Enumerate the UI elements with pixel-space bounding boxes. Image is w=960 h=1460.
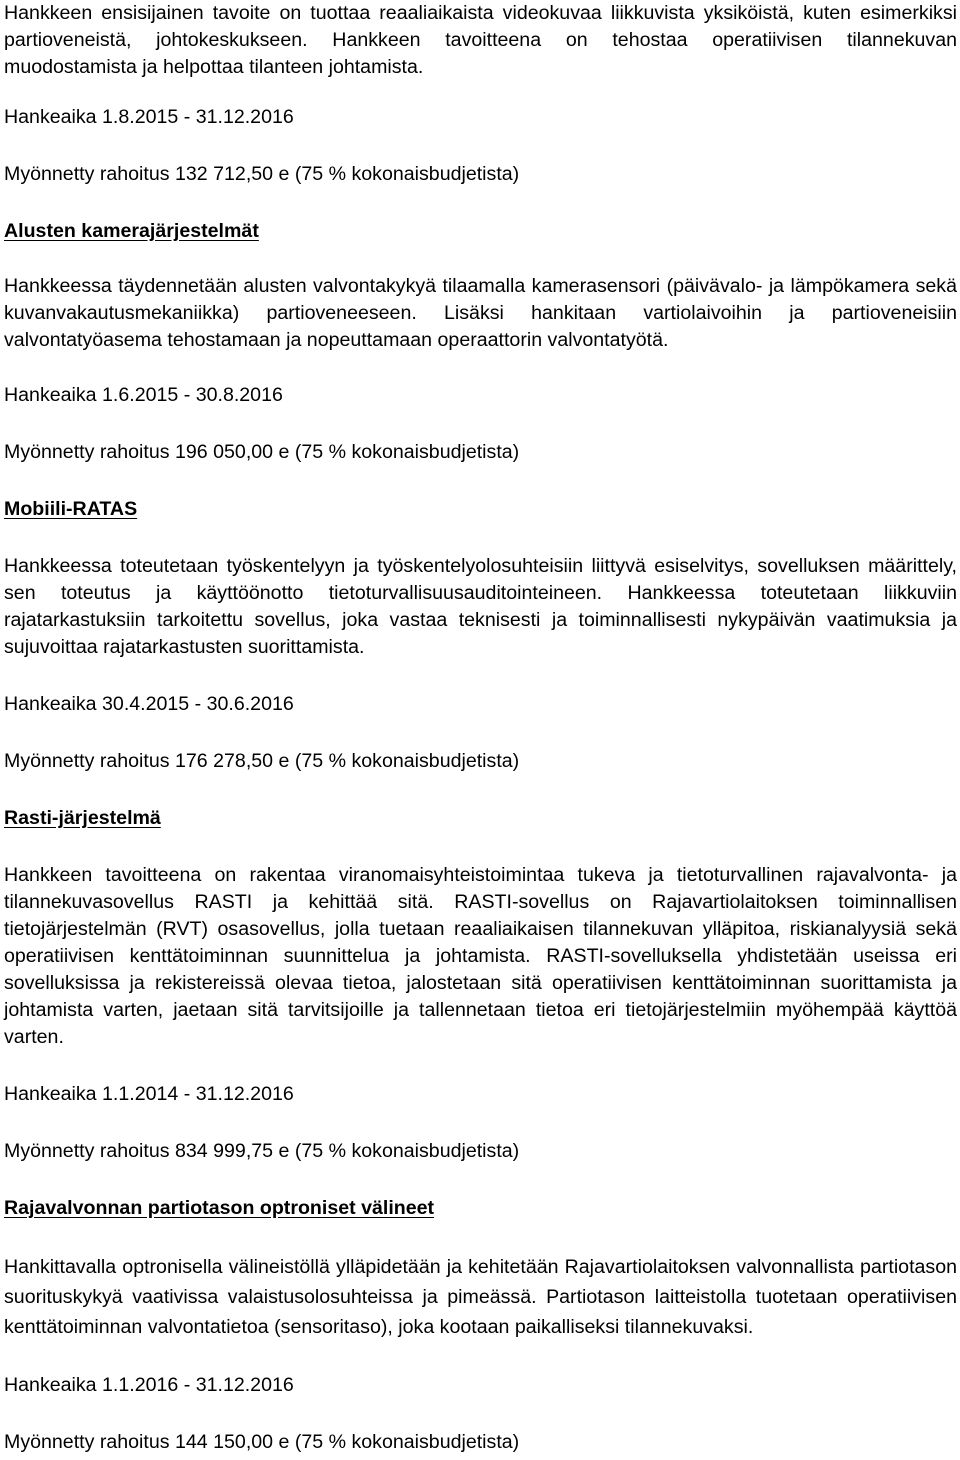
section-funding-mobiili-ratas: Myönnetty rahoitus 176 278,50 e (75 % kokonaisbudjetista) xyxy=(4,750,520,772)
section-text-alusten-kamerajarjestelmat: Hankkeessa täydennetään alusten valvontakykyä tilaamalla kamerasensori (päivävalo- ja lämpökamera sekä kuvanvakautusmekaniikka) partioveneeseen. Lisäksi hankitaan vartiolaivoihin ja partioveneisiin valvontatyöasema tehostamaan ja nopeuttamaan operaattorin valvontatyötä. xyxy=(4,275,957,351)
intro-funding: Myönnetty rahoitus 132 712,50 e (75 % kokonaisbudjetista) xyxy=(4,163,520,185)
section-title-optroniset-valineet: Rajavalvonnan partiotason optroniset välineet xyxy=(4,1197,435,1219)
section-period-optroniset-valineet: Hankeaika 1.1.2016 - 31.12.2016 xyxy=(4,1374,294,1396)
section-period-rasti-jarjestelma: Hankeaika 1.1.2014 - 31.12.2016 xyxy=(4,1083,294,1105)
section-funding-rasti-jarjestelma: Myönnetty rahoitus 834 999,75 e (75 % kokonaisbudjetista) xyxy=(4,1140,520,1162)
section-text-optroniset-valineet: Hankittavalla optronisella välineistöllä ylläpidetään ja kehitetään Rajavartiolaitoksen valvonnallista partiotason suorituskykyä vaativissa valaistusolosuhteissa ja pimeässä. Partiotason laitteistolla tuotetaan operatiivisen kenttätoiminnan valvontatietoa (sensoritaso), joka kootaan paikalliseksi tilannekuvaksi. xyxy=(4,1256,957,1338)
section-period-alusten-kamerajarjestelmat: Hankeaika 1.6.2015 - 30.8.2016 xyxy=(4,384,283,406)
section-funding-alusten-kamerajarjestelmat: Myönnetty rahoitus 196 050,00 e (75 % kokonaisbudjetista) xyxy=(4,441,520,463)
section-text-rasti-jarjestelma: Hankkeen tavoitteena on rakentaa viranomaisyhteistoimintaa tukeva ja tietoturvallinen rajavalvonta- ja tilannekuvasovellus RASTI ja kehittää sitä. RASTI-sovellus on Rajavartiolaitoksen toiminnallisen tietojärjestelmän (RVT) osasovellus, jolla tuetaan reaaliaikaisen tilannekuvan ylläpitoa, riskianalyysiä sekä operatiivisen kenttätoiminnan suunnittelua ja johtamista. RASTI-sovelluksella yhdistetään useissa eri sovelluksissa ja rekistereissä olevaa tietoa, jalostetaan sitä operatiivisen kenttätoiminnan suorittamista ja johtamista varten, jaetaan sitä tarvitsijoille ja tallennetaan tietoa eri tietojärjestelmiin myöhempää käyttöä varten. xyxy=(4,864,957,1048)
intro-project-period: Hankeaika 1.8.2015 - 31.12.2016 xyxy=(4,106,294,128)
section-title-rasti-jarjestelma: Rasti-järjestelmä xyxy=(4,807,161,829)
section-title-mobiili-ratas: Mobiili-RATAS xyxy=(4,498,138,520)
section-funding-optroniset-valineet: Myönnetty rahoitus 144 150,00 e (75 % kokonaisbudjetista) xyxy=(4,1431,520,1453)
intro-paragraph: Hankkeen ensisijainen tavoite on tuottaa reaaliaikaista videokuvaa liikkuvista yksiköistä, kuten esimerkiksi partioveneistä, johtokeskukseen. Hankkeen tavoitteena on tehostaa operatiivisen tilannekuvan muodostamista ja helpottaa tilanteen johtamista. xyxy=(4,2,957,78)
section-title-alusten-kamerajarjestelmat: Alusten kamerajärjestelmät xyxy=(4,220,259,242)
section-text-mobiili-ratas: Hankkeessa toteutetaan työskentelyyn ja työskentelyolosuhteisiin liittyvä esiselvitys, sovelluksen määrittely, sen toteutus ja käyttöönotto tietoturvallisuusauditointeineen. Hankkeessa toteutetaan liikkuviin rajatarkastuksiin tarkoitettu sovellus, joka vastaa teknisesti ja toiminnallisesti nykypäivän vaatimuksia ja sujuvoittaa rajatarkastusten suorittamista. xyxy=(4,555,957,658)
section-period-mobiili-ratas: Hankeaika 30.4.2015 - 30.6.2016 xyxy=(4,693,294,715)
